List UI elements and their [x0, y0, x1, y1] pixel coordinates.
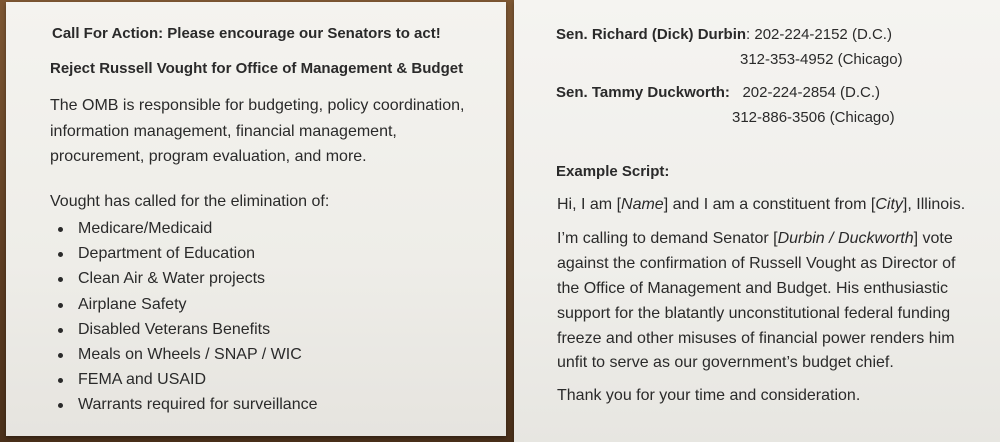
city-placeholder: City	[875, 196, 903, 213]
list-item: Disabled Veterans Benefits	[52, 321, 318, 346]
senator-name: Sen. Richard (Dick) Durbin	[556, 26, 747, 43]
script-heading: Example Script:	[556, 163, 670, 180]
duckworth-contact	[556, 84, 880, 101]
script-line: the Office of Management and Budget. His enthusiastic	[557, 280, 949, 297]
bullet-icon	[58, 303, 63, 308]
bullet-icon	[58, 227, 63, 232]
bullet-icon	[58, 252, 63, 257]
call-to-action-card	[6, 2, 506, 436]
senator-contact-card	[514, 0, 1000, 442]
list-item: Airplane Safety	[52, 296, 318, 321]
phone-number: 312-353-4952 (Chicago)	[740, 51, 903, 68]
script-line: freeze and other misuses of financial power renders him	[557, 330, 955, 347]
list-item: Meals on Wheels / SNAP / WIC	[52, 346, 318, 371]
bullet-icon	[58, 328, 63, 333]
phone-number: 312-886-3506 (Chicago)	[732, 109, 895, 126]
bullet-icon	[58, 277, 63, 282]
list-item: Department of Education	[52, 245, 318, 270]
script-line: support for the blatantly unconstitutional federal funding	[557, 305, 951, 322]
list-item: Warrants required for surveillance	[52, 396, 318, 421]
script-line: against the confirmation of Russell Vought as Director of	[557, 255, 956, 272]
name-placeholder: Name	[621, 196, 664, 213]
phone-number: 202-224-2854 (D.C.)	[742, 84, 881, 101]
durbin-contact	[556, 26, 892, 43]
script-intro-line: Hi, I am [Name] and I am a constituent from [City], Illinois.	[557, 196, 966, 213]
senator-placeholder: Durbin / Duckworth	[777, 230, 914, 247]
bullet-icon	[58, 378, 63, 383]
elimination-list	[52, 220, 318, 422]
bullet-icon	[58, 353, 63, 358]
list-item: Clean Air & Water projects	[52, 270, 318, 295]
card-heading: Call For Action: Please encourage our Senators to act!	[52, 25, 441, 42]
list-item: FEMA and USAID	[52, 371, 318, 396]
description-line: procurement, program evaluation, and more.	[50, 148, 367, 165]
description-line: The OMB is responsible for budgeting, policy coordination,	[50, 97, 465, 114]
description-line: information management, financial management,	[50, 123, 397, 140]
bullet-icon	[58, 403, 63, 408]
closing-line: Thank you for your time and consideration.	[557, 387, 861, 404]
script-line: unfit to serve as our government’s budget chief.	[557, 354, 894, 371]
senator-name: Sen. Tammy Duckworth:	[556, 84, 730, 101]
script-demand-line: I’m calling to demand Senator [Durbin / Duckworth] vote	[557, 230, 953, 247]
list-item: Medicare/Medicaid	[52, 220, 318, 245]
bullets-intro: Vought has called for the elimination of:	[50, 193, 330, 210]
card-subheading: Reject Russell Vought for Office of Management & Budget	[50, 60, 464, 77]
phone-number: : 202-224-2152 (D.C.)	[746, 26, 892, 43]
